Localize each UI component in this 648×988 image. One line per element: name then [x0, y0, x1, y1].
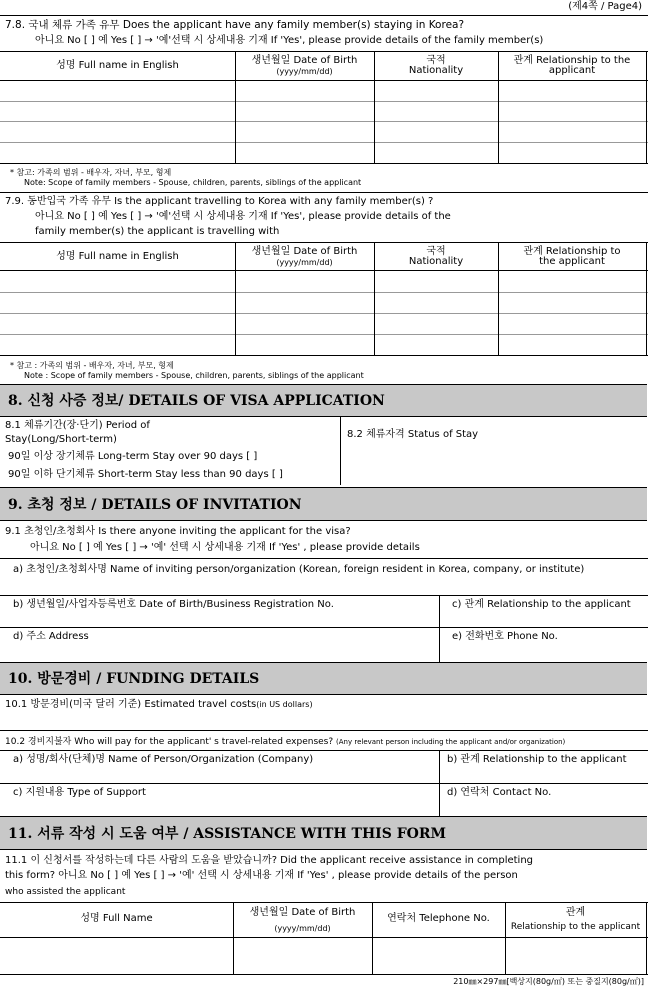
paper-spec-footer: 210㎜×297㎜[백상지(80g/㎡) 또는 중질지(80g/㎡)]: [453, 977, 644, 986]
q7-9-note-en: Note : Scope of family members - Spouse, children, parents, siblings of the applicant: [24, 371, 364, 380]
q7-9-question: 7.9. 동반입국 가족 유무 Is the applicant travelling to Korea with any family member(s) ?: [5, 196, 434, 207]
col-dob-format: (yyyy/mm/dd): [276, 67, 333, 76]
col-nationality-ko: 국적: [426, 246, 446, 257]
q7-8-note-ko: * 참고: 가족의 범위 - 배우자, 자녀, 부모, 형제: [10, 168, 172, 177]
col-date-of-birth: 생년월일 Date of Birth: [249, 907, 356, 918]
col-full-name: 성명 Full name in English: [56, 60, 179, 71]
payer-contact-field[interactable]: d) 연락처 Contact No.: [447, 787, 552, 798]
q11-1-question: 11.1 이 신청서를 작성하는데 다른 사람의 도움을 받았습니까? Did the applicant receive assistance in completing: [5, 855, 534, 866]
q9-1-question: 9.1 초청인/초청회사 Is there anyone inviting the applicant for the visa?: [5, 526, 351, 537]
inviter-address-field[interactable]: d) 주소 Address: [13, 631, 89, 642]
col-relationship-2: the applicant: [539, 256, 605, 267]
col-dob-format: (yyyy/mm/dd): [276, 258, 333, 267]
q7-8-options[interactable]: 아니요 No [ ] 예 Yes [ ] → '예'선택 시 상세내용 기재 If 'Yes', please provide details of the family member(s): [35, 35, 544, 46]
q7-9-options-2: family member(s) the applicant is travelling with: [35, 226, 280, 237]
col-relationship: 관계: [565, 907, 586, 918]
col-nationality: Nationality: [408, 65, 464, 76]
col-date-of-birth: 생년월일 Date of Birth: [251, 55, 358, 66]
q11-1-options[interactable]: this form? 아니요 No [ ] 예 Yes [ ] → '예' 선택 시 상세내용 기재 If 'Yes' , please provide details of the person: [5, 870, 518, 881]
support-type-field[interactable]: c) 지원내용 Type of Support: [13, 787, 146, 798]
q7-9-note-ko: * 참고 : 가족의 범위 - 배우자, 자녀, 부모, 형제: [10, 361, 174, 370]
page-number: (제4쪽 / Page4): [568, 1, 642, 12]
q7-8-note-en: Note: Scope of family members - Spouse, children, parents, siblings of the applicant: [24, 178, 362, 187]
inviter-relationship-field[interactable]: c) 관계 Relationship to the applicant: [452, 599, 631, 610]
col-nationality: Nationality: [408, 256, 464, 267]
q8-2-status-of-stay[interactable]: 8.2 체류자격 Status of Stay: [347, 429, 479, 440]
q10-1-travel-costs[interactable]: 10.1 방문경비(미국 달러 기준) Estimated travel costs(in US dollars): [5, 699, 313, 710]
q10-2-payer: 10.2 경비지불자 Who will pay for the applicant' s travel-related expenses? (Any relevant person including the applicant and/or organization): [5, 737, 566, 747]
inviter-dob-field[interactable]: b) 생년월일/사업자등록번호 Date of Birth/Business Registration No.: [13, 599, 334, 610]
section-8-header: 8. 신청 사증 정보/ DETAILS OF VISA APPLICATION: [0, 384, 647, 417]
payer-name-field[interactable]: a) 성명/회사(단체)명 Name of Person/Organization (Company): [13, 754, 314, 765]
q9-1-options[interactable]: 아니요 No [ ] 예 Yes [ ] → '예' 선택 시 상세내용 기재 If 'Yes' , please provide details: [30, 542, 420, 553]
col-nationality-ko: 국적: [426, 55, 446, 66]
col-relationship-2: Relationship to the applicant: [510, 922, 641, 932]
short-term-stay-option[interactable]: 90일 이하 단기체류 Short-term Stay less than 90 days [ ]: [8, 469, 283, 480]
q8-1-label-2: Stay(Long/Short-term): [5, 434, 117, 445]
col-relationship: 관계 Relationship to: [523, 246, 621, 257]
long-term-stay-option[interactable]: 90일 이상 장기체류 Long-term Stay over 90 days [ ]: [8, 451, 258, 462]
col-date-of-birth: 생년월일 Date of Birth: [251, 246, 358, 257]
section-11-header: 11. 서류 작성 시 도움 여부 / ASSISTANCE WITH THIS FORM: [0, 816, 647, 850]
col-full-name: 성명 Full name in English: [56, 251, 179, 262]
inviter-name-field[interactable]: a) 초청인/초청회사명 Name of inviting person/organization (Korean, foreign resident in Korea, company, or institute): [13, 564, 585, 575]
col-relationship: 관계 Relationship to the: [513, 55, 631, 66]
col-dob-format: (yyyy/mm/dd): [274, 924, 331, 933]
section-9-header: 9. 초청 정보 / DETAILS OF INVITATION: [0, 487, 647, 521]
col-telephone: 연락처 Telephone No.: [387, 913, 490, 924]
q8-1-label: 8.1 체류기간(장·단기) Period of: [5, 420, 150, 431]
inviter-phone-field[interactable]: e) 전화번호 Phone No.: [452, 631, 558, 642]
payer-relationship-field[interactable]: b) 관계 Relationship to the applicant: [447, 754, 627, 765]
q7-9-options[interactable]: 아니요 No [ ] 예 Yes [ ] → '예'선택 시 상세내용 기재 If 'Yes', please provide details of the: [35, 211, 451, 222]
q7-8-question: 7.8. 국내 체류 가족 유무 Does the applicant have any family member(s) staying in Korea?: [5, 19, 465, 31]
col-full-name: 성명 Full Name: [80, 913, 153, 924]
q11-1-question-3: who assisted the applicant: [5, 887, 126, 897]
section-10-header: 10. 방문경비 / FUNDING DETAILS: [0, 662, 647, 695]
col-relationship-2: applicant: [548, 65, 596, 76]
